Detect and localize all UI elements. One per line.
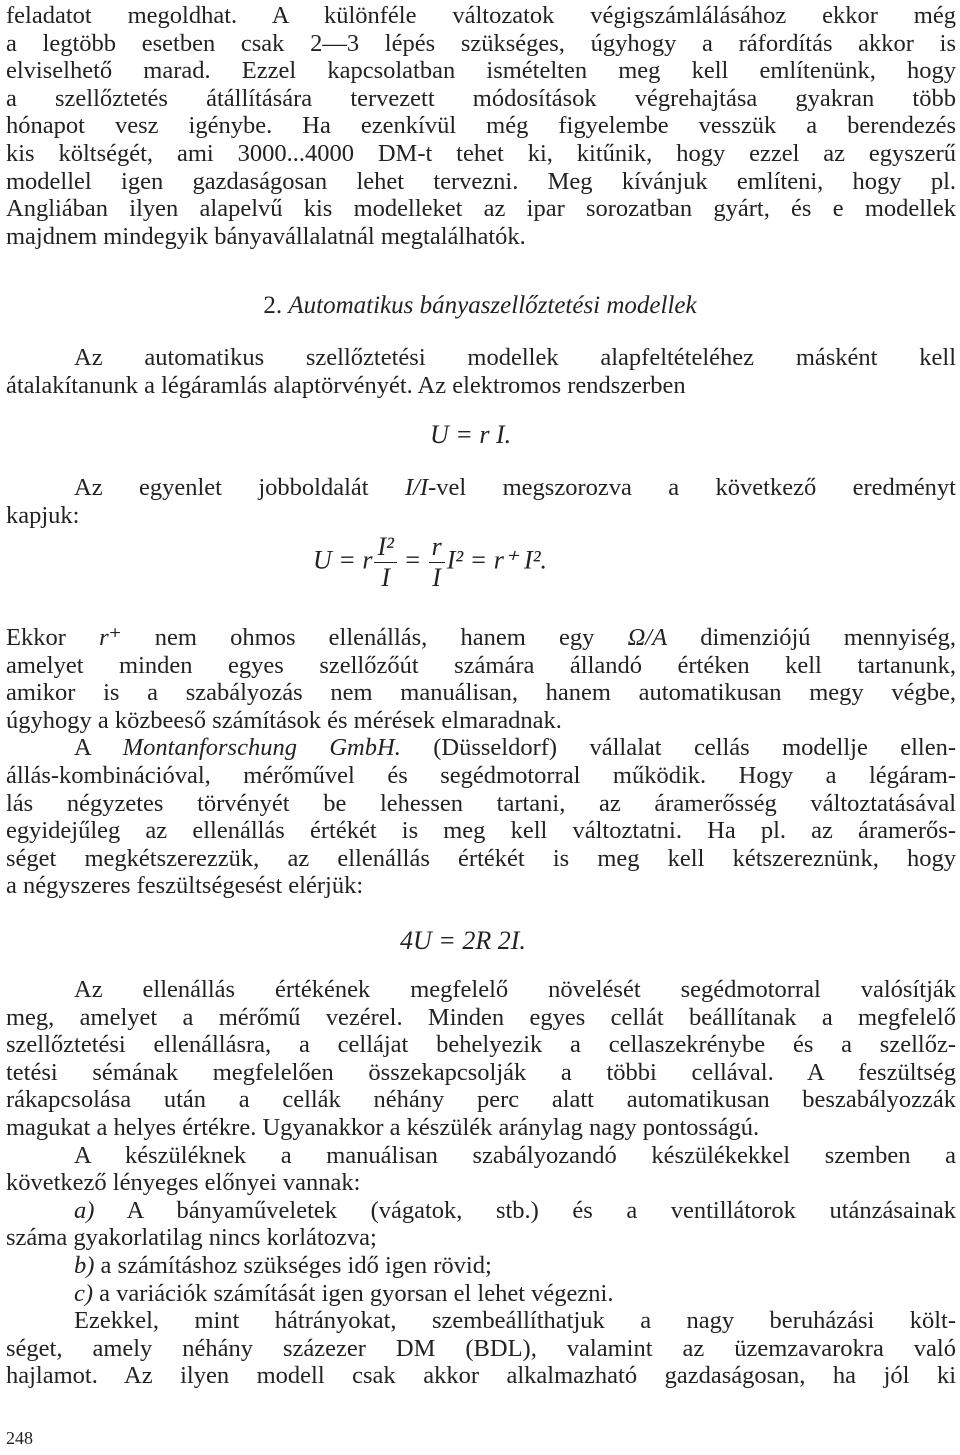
text-line: séget megkétszerezzük, az ellenállás értékét is meg kell kétszereznünk, hogy <box>6 844 956 872</box>
text-line: lás négyzetes törvényét be lehessen tartani, az áramerősség változtatásával <box>6 789 956 817</box>
text-line: modellel igen gazdaságosan lehet tervezni. Meg kívánjuk említeni, hogy pl. <box>6 167 956 195</box>
list-item: száma gyakorlatilag nincs korlátozva; <box>6 1224 377 1252</box>
text-line: átalakítanunk a légáramlás alaptörvényét. Az elektromos rendszerben <box>6 371 686 399</box>
text-line: a négyszeres feszültségesést elérjük: <box>6 872 364 900</box>
text-line: úgyhogy a közbeeső számítások és mérések elmaradnak. <box>6 706 562 734</box>
text-line: majdnem mindegyik bányavállalatnál megtalálhatók. <box>6 222 526 250</box>
text-line: hajlamot. Az ilyen modell csak akkor alkalmazható gazdaságosan, ha jól ki <box>6 1362 956 1390</box>
text-line: szellőztetési ellenállásra, a cellájat behelyezik a cellaszekrénybe és a szellőz- <box>6 1031 956 1059</box>
text-line: Angliában ilyen alapelvű kis modelleket az ipar sorozatban gyárt, és e modellek <box>6 195 956 223</box>
text-line: amikor is a szabályozás nem manuálisan, hanem automatikusan megy végbe, <box>6 679 956 707</box>
text-line: Ekkor r⁺ nem ohmos ellenállás, hanem egy Ω/A dimenziójú mennyiség, <box>6 624 956 651</box>
text-line: Az egyenlet jobboldalát I/I-vel megszorozva a következő eredményt <box>74 474 956 501</box>
list-item: c) a variációk számítását igen gyorsan el lehet végezni. <box>74 1279 614 1307</box>
text-line: kis költségét, ami 3000...4000 DM-t tehet ki, kitűnik, hogy ezzel az egyszerű <box>6 139 956 167</box>
text-line: amelyet minden egyes szellőzőút számára állandó értéken kell tartanunk, <box>6 651 956 679</box>
text-line: séget, amely néhány százezer DM (BDL), valamint az üzemzavarokra való <box>6 1334 956 1362</box>
section-number: 2. <box>263 292 283 319</box>
text-line: Ezekkel, mint hátrányokat, szembeállíthatjuk a nagy beruházási költ- <box>74 1307 956 1335</box>
paragraph-intro <box>6 2 956 250</box>
paragraph-6 <box>6 976 956 1390</box>
text-line: rákapcsolása után a cellák néhány perc alatt automatikusan beszabályozzák <box>6 1086 956 1114</box>
text-line: Az automatikus szellőztetési modellek alapfeltételéhez másként kell <box>74 344 956 371</box>
equation-1: U = r I. <box>430 420 512 449</box>
text-line: hónapot vesz igénybe. Ha ezenkívül még figyelembe vesszük a berendezés <box>6 112 956 140</box>
text-line: meg, amelyet a mérőmű vezérel. Minden egyes cellát beállítanak a megfelelő <box>6 1003 956 1031</box>
text-line: a legtöbb esetben csak 2—3 lépés szükséges, úgyhogy a ráfordítás akkor is <box>6 29 956 57</box>
text-line: feladatot megoldhat. A különféle változatok végigszámlálásához ekkor még <box>6 2 956 29</box>
equation-3: 4U = 2R 2I. <box>400 926 526 955</box>
fraction: $\frac{\text{I²}}{I}$ <box>374 532 396 593</box>
text-line: kapjuk: <box>6 501 80 529</box>
section-title: Automatikus bányaszellőztetési modellek <box>288 292 697 319</box>
text-line: állás-kombinációval, mérőművel és segédmotorral működik. Hogy a légáram- <box>6 761 956 789</box>
text-line: következő lényeges előnyei vannak: <box>6 1169 361 1197</box>
list-item: a) A bányaműveletek (vágatok, stb.) és a ventillátorok utánzásainak <box>74 1196 956 1224</box>
page-number: 248 <box>6 1428 33 1448</box>
equation-2: U = r $\frac{\text{I²}}{I}$ = $\frac{r}{I}$ I² = r⁺ I². <box>313 532 547 592</box>
paragraph-4 <box>6 624 956 900</box>
text-line: A készüléknek a manuálisan szabályozandó készülékekkel szemben a <box>74 1141 956 1169</box>
text-line: A Montanforschung GmbH. (Düsseldorf) vállalat cellás modellje ellen- <box>74 734 957 762</box>
text-line: egyidejűleg az ellenállás értékét is meg kell változtatni. Ha pl. az áramerős- <box>6 817 956 845</box>
paragraph-3 <box>6 474 956 529</box>
text-line: Az ellenállás értékének megfelelő növelését segédmotorral valósítják <box>74 976 956 1003</box>
text-line: tetési sémának megfelelően összekapcsolják a többi cellával. A feszültség <box>6 1058 956 1086</box>
fraction: $\frac{r}{I}$ <box>429 532 445 593</box>
list-item: b) a számításhoz szükséges idő igen rövid; <box>74 1251 492 1279</box>
paragraph-2 <box>6 344 956 399</box>
text-line: elviselhető marad. Ezzel kapcsolatban ismételten meg kell említenünk, hogy <box>6 57 956 85</box>
text-line: a szellőztetés átállítására tervezett módosítások végrehajtása gyakran több <box>6 84 956 112</box>
text-line: magukat a helyes értékre. Ugyanakkor a készülék aránylag nagy pontosságú. <box>6 1113 760 1141</box>
section-heading <box>0 292 960 320</box>
